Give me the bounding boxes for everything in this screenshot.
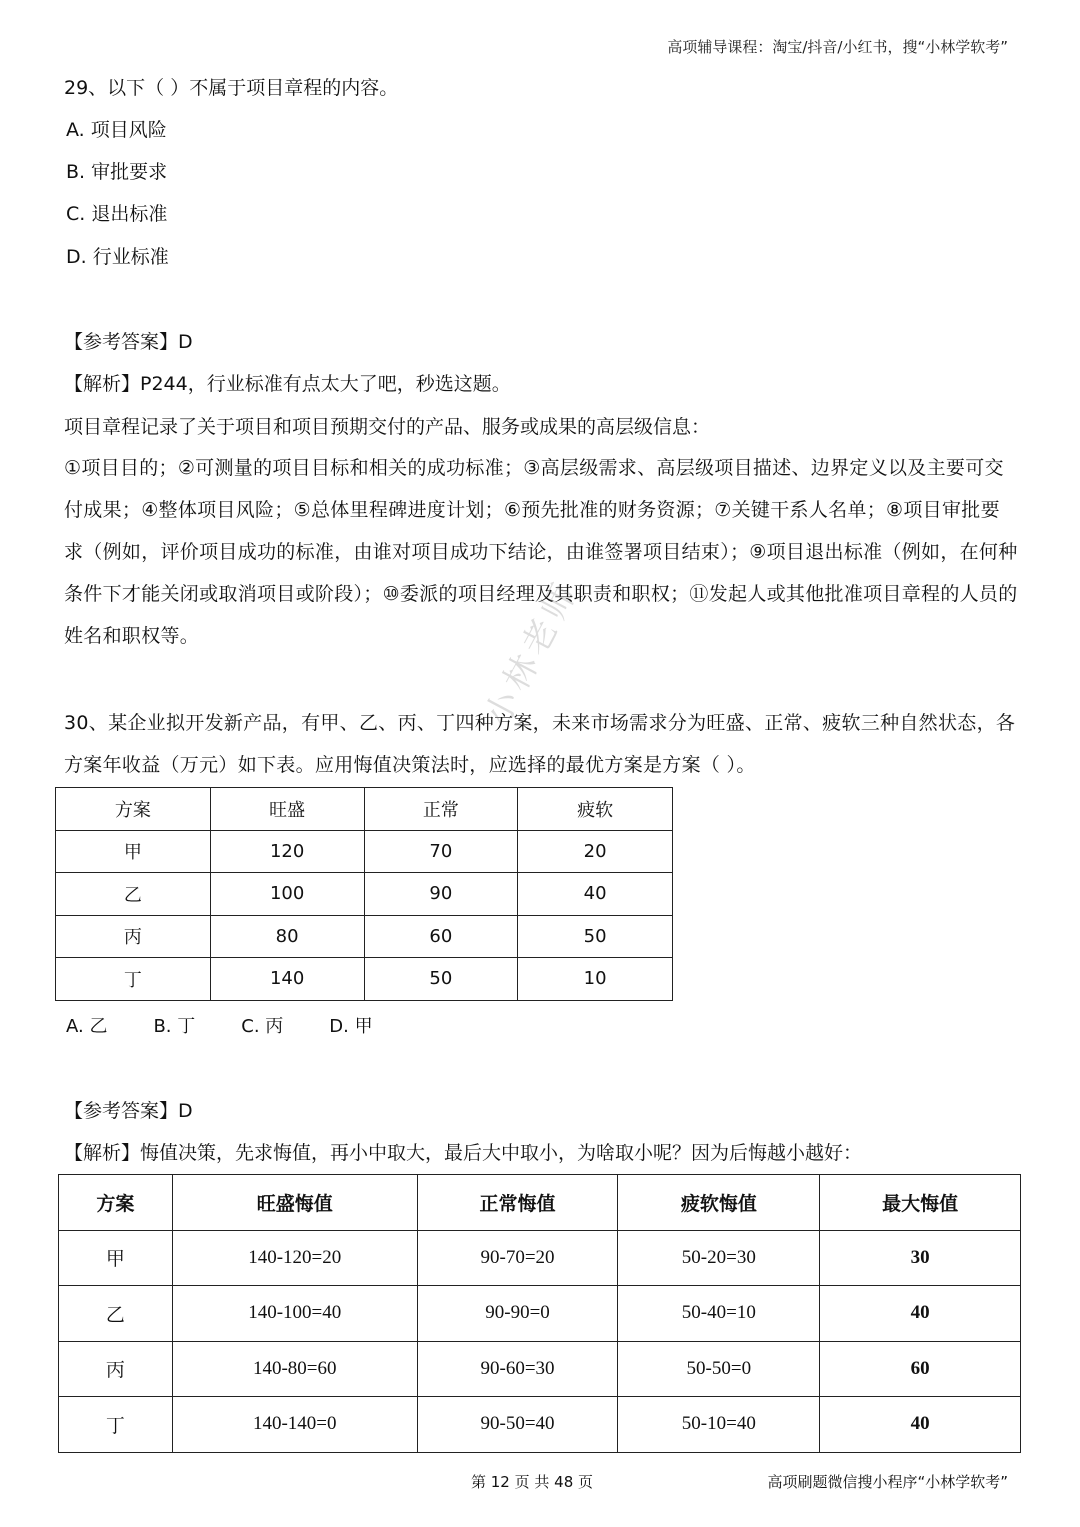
table-cell: 140 <box>210 958 364 1001</box>
table-cell: 乙 <box>56 873 211 916</box>
table-cell: 丁 <box>56 958 211 1001</box>
table-cell: 20 <box>518 830 673 873</box>
regret-table <box>58 1174 1021 1453</box>
table-cell: 140-120=20 <box>172 1230 417 1286</box>
table-cell-max: 40 <box>820 1286 1021 1342</box>
table-header-row <box>59 1175 1021 1231</box>
table-row <box>59 1230 1021 1286</box>
table-header-cell: 疲软 <box>518 788 673 831</box>
table-header-cell: 正常悔值 <box>417 1175 618 1231</box>
table-header-row <box>56 788 673 831</box>
table-row <box>59 1397 1021 1453</box>
table-header-cell: 正常 <box>364 788 518 831</box>
q30-option-d: D. 甲 <box>329 1016 373 1037</box>
table-cell: 90-60=30 <box>417 1341 618 1397</box>
q29-analysis-body: ①项目目的；②可测量的项目目标和相关的成功标准；③高层级需求、高层级项目描述、边界定义以及主要可交付成果；④整体项目风险；⑤总体里程碑进度计划；⑥预先批准的财务资源；⑦关键干系人名单；⑧项目审批要求（例如，评价项目成功的标准，由谁对项目成功下结论，由谁签署项目结束）；⑨项目退出标准（例如，在何种条件下才能关闭或取消项目或阶段）；⑩委派的项目经理及其职责和职权；⑪发起人或其他批准项目章程的人员的姓名和职权等。 <box>64 457 1018 647</box>
table-cell: 50-50=0 <box>618 1341 820 1397</box>
table-row <box>59 1341 1021 1397</box>
watermark: 小林老师 <box>477 572 588 733</box>
table-cell-max: 30 <box>820 1230 1021 1286</box>
table-cell-max: 60 <box>820 1341 1021 1397</box>
q29-option-c: C. 退出标准 <box>66 203 168 225</box>
table-cell: 60 <box>364 915 518 958</box>
table-cell: 50-10=40 <box>618 1397 820 1453</box>
table-header-cell: 方案 <box>59 1175 173 1231</box>
footer-note: 高项刷题微信搜小程序“小林学软考” <box>767 1473 1008 1491</box>
table-cell: 80 <box>210 915 364 958</box>
q29-option-d: D. 行业标准 <box>66 246 169 268</box>
table-cell: 丁 <box>59 1397 173 1453</box>
table-cell: 140-100=40 <box>172 1286 417 1342</box>
q30-options <box>66 1012 419 1038</box>
table-cell: 90-50=40 <box>417 1397 618 1453</box>
table-cell: 140-140=0 <box>172 1397 417 1453</box>
table-row <box>56 915 673 958</box>
table-cell: 丙 <box>56 915 211 958</box>
table-cell: 100 <box>210 873 364 916</box>
q30-option-c: C. 丙 <box>241 1016 284 1037</box>
question-30-stem: 30、某企业拟开发新产品，有甲、乙、丙、丁四种方案，未来市场需求分为旺盛、正常、疲软三种自然状态，各方案年收益（万元）如下表。应用悔值决策法时，应选择的最优方案是方案（ ）。 <box>64 712 1016 776</box>
income-table <box>55 787 673 1001</box>
table-cell: 乙 <box>59 1286 173 1342</box>
table-row <box>56 830 673 873</box>
table-cell: 甲 <box>56 830 211 873</box>
table-cell-max: 40 <box>820 1397 1021 1453</box>
question-29-stem: 29、以下（ ）不属于项目章程的内容。 <box>64 77 399 99</box>
table-header-cell: 疲软悔值 <box>618 1175 820 1231</box>
page-number: 第 12 页 共 48 页 <box>471 1473 594 1491</box>
table-cell: 70 <box>364 830 518 873</box>
table-cell: 90-90=0 <box>417 1286 618 1342</box>
table-cell: 90-70=20 <box>417 1230 618 1286</box>
q30-analysis: 【解析】悔值决策，先求悔值，再小中取大，最后大中取小，为啥取小呢？因为后悔越小越好： <box>64 1142 863 1164</box>
table-cell: 40 <box>518 873 673 916</box>
table-header-cell: 方案 <box>56 788 211 831</box>
q29-answer: 【参考答案】D <box>64 331 193 353</box>
header-note: 高项辅导课程：淘宝/抖音/小红书，搜“小林学软考” <box>667 38 1008 56</box>
q30-option-a: A. 乙 <box>66 1016 108 1037</box>
table-row <box>56 958 673 1001</box>
table-cell: 140-80=60 <box>172 1341 417 1397</box>
q29-analysis-intro: 项目章程记录了关于项目和项目预期交付的产品、服务或成果的高层级信息： <box>64 416 711 438</box>
table-cell: 丙 <box>59 1341 173 1397</box>
q29-option-b: B. 审批要求 <box>66 161 168 183</box>
table-row <box>56 873 673 916</box>
table-cell: 50-40=10 <box>618 1286 820 1342</box>
table-cell: 甲 <box>59 1230 173 1286</box>
table-cell: 90 <box>364 873 518 916</box>
table-header-cell: 旺盛悔值 <box>172 1175 417 1231</box>
q30-answer: 【参考答案】D <box>64 1100 193 1122</box>
table-cell: 50 <box>518 915 673 958</box>
table-cell: 10 <box>518 958 673 1001</box>
table-cell: 50-20=30 <box>618 1230 820 1286</box>
table-header-cell: 旺盛 <box>210 788 364 831</box>
table-row <box>59 1286 1021 1342</box>
table-cell: 50 <box>364 958 518 1001</box>
q29-option-a: A. 项目风险 <box>66 119 167 141</box>
table-header-cell: 最大悔值 <box>820 1175 1021 1231</box>
table-cell: 120 <box>210 830 364 873</box>
q30-option-b: B. 丁 <box>153 1016 196 1037</box>
q29-analysis-title: 【解析】P244，行业标准有点太大了吧，秒选这题。 <box>64 373 511 395</box>
